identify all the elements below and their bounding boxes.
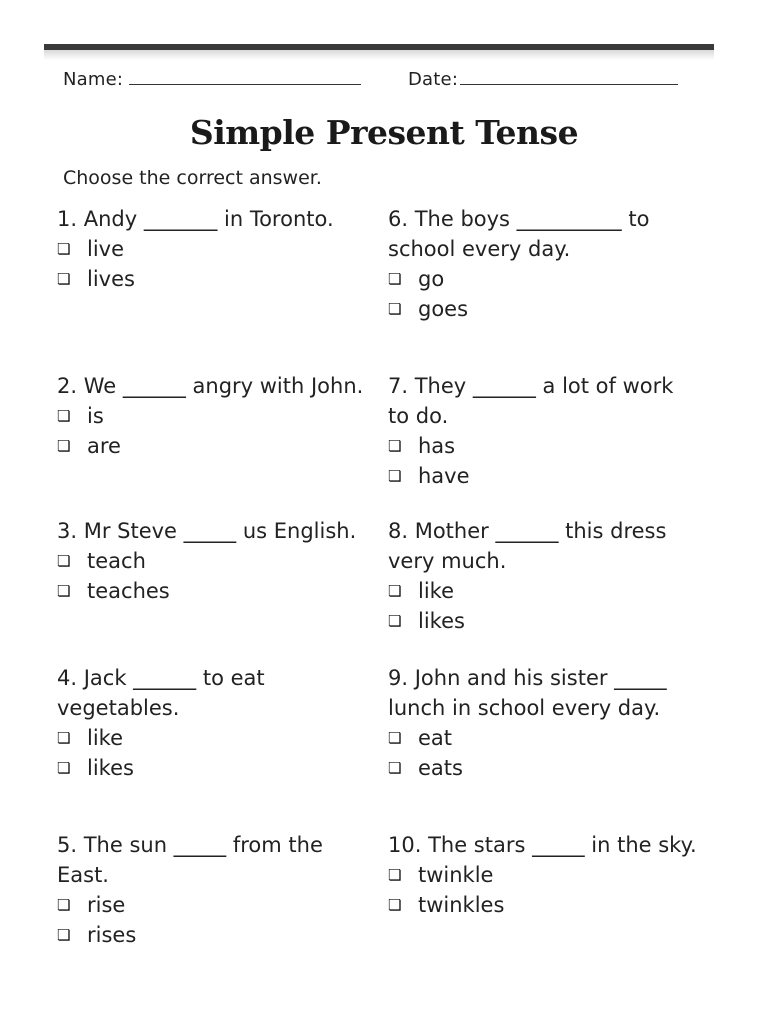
- question-10: [388, 830, 698, 920]
- option[interactable]: [388, 753, 698, 783]
- question-stem: 9. John and his sister _____ lunch in school every day.: [388, 666, 667, 720]
- option[interactable]: [388, 606, 698, 636]
- question-stem: 1. Andy _______ in Toronto.: [57, 207, 334, 231]
- option-label: twinkles: [418, 893, 505, 917]
- question-5: [57, 830, 367, 950]
- option-label: go: [418, 267, 445, 291]
- option-label: rise: [87, 893, 126, 917]
- checkbox-icon[interactable]: ❏: [388, 729, 402, 747]
- option[interactable]: [57, 264, 367, 294]
- question-2: [57, 371, 367, 461]
- option-label: live: [87, 237, 125, 261]
- question-1: [57, 204, 367, 294]
- name-blank[interactable]: [129, 68, 361, 85]
- question-8: [388, 516, 698, 636]
- checkbox-icon[interactable]: ❏: [57, 437, 71, 455]
- checkbox-icon[interactable]: ❏: [388, 300, 402, 318]
- question-stem: 10. The stars _____ in the sky.: [388, 833, 697, 857]
- date-field: [408, 68, 678, 90]
- checkbox-icon[interactable]: ❏: [388, 866, 402, 884]
- worksheet-title: Simple Present Tense: [189, 113, 579, 152]
- question-stem: 5. The sun _____ from the East.: [57, 833, 323, 887]
- option-label: likes: [418, 609, 465, 633]
- option-label: twinkle: [418, 863, 494, 887]
- option-label: are: [87, 434, 121, 458]
- checkbox-icon[interactable]: ❏: [388, 759, 402, 777]
- question-stem: 2. We ______ angry with John.: [57, 374, 364, 398]
- checkbox-icon[interactable]: ❏: [57, 729, 71, 747]
- question-6: [388, 204, 698, 324]
- question-stem: 8. Mother ______ this dress very much.: [388, 519, 667, 573]
- option[interactable]: [57, 431, 367, 461]
- question-stem: 6. The boys __________ to school every day.: [388, 207, 650, 261]
- option[interactable]: [388, 576, 698, 606]
- question-stem: 7. They ______ a lot of work to do.: [388, 374, 674, 428]
- checkbox-icon[interactable]: ❏: [57, 552, 71, 570]
- checkbox-icon[interactable]: ❏: [57, 240, 71, 258]
- option[interactable]: [388, 294, 698, 324]
- option-label: teaches: [87, 579, 170, 603]
- date-label: Date:: [408, 69, 459, 90]
- option-label: has: [418, 434, 456, 458]
- option-label: eats: [418, 756, 463, 780]
- question-9: [388, 663, 698, 783]
- option-label: goes: [418, 297, 469, 321]
- option-label: lives: [87, 267, 135, 291]
- option[interactable]: [57, 723, 367, 753]
- option[interactable]: [57, 576, 367, 606]
- question-4: [57, 663, 367, 783]
- checkbox-icon[interactable]: ❏: [388, 582, 402, 600]
- checkbox-icon[interactable]: ❏: [388, 467, 402, 485]
- name-field: [63, 68, 361, 90]
- date-blank[interactable]: [460, 68, 678, 85]
- checkbox-icon[interactable]: ❏: [57, 759, 71, 777]
- option-label: like: [87, 726, 124, 750]
- top-rule-shadow: [44, 50, 714, 60]
- checkbox-icon[interactable]: ❏: [57, 926, 71, 944]
- option[interactable]: [388, 431, 698, 461]
- option[interactable]: [57, 890, 367, 920]
- checkbox-icon[interactable]: ❏: [57, 270, 71, 288]
- question-stem: 3. Mr Steve _____ us English.: [57, 519, 357, 543]
- checkbox-icon[interactable]: ❏: [57, 896, 71, 914]
- checkbox-icon[interactable]: ❏: [388, 437, 402, 455]
- checkbox-icon[interactable]: ❏: [57, 582, 71, 600]
- option[interactable]: [57, 920, 367, 950]
- question-stem: 4. Jack ______ to eat vegetables.: [57, 666, 265, 720]
- option-label: is: [87, 404, 104, 428]
- instruction-text: Choose the correct answer.: [63, 167, 322, 189]
- option[interactable]: [388, 890, 698, 920]
- checkbox-icon[interactable]: ❏: [388, 270, 402, 288]
- option[interactable]: [388, 723, 698, 753]
- option-label: eat: [418, 726, 453, 750]
- option[interactable]: [57, 546, 367, 576]
- option-label: have: [418, 464, 470, 488]
- option-label: teach: [87, 549, 146, 573]
- question-3: [57, 516, 367, 606]
- name-label: Name:: [63, 69, 124, 90]
- checkbox-icon[interactable]: ❏: [57, 407, 71, 425]
- option[interactable]: [57, 401, 367, 431]
- checkbox-icon[interactable]: ❏: [388, 896, 402, 914]
- option-label: like: [418, 579, 455, 603]
- option-label: likes: [87, 756, 134, 780]
- option[interactable]: [388, 860, 698, 890]
- option[interactable]: [388, 461, 698, 491]
- option[interactable]: [57, 753, 367, 783]
- question-7: [388, 371, 698, 491]
- checkbox-icon[interactable]: ❏: [388, 612, 402, 630]
- option[interactable]: [388, 264, 698, 294]
- option-label: rises: [87, 923, 137, 947]
- option[interactable]: [57, 234, 367, 264]
